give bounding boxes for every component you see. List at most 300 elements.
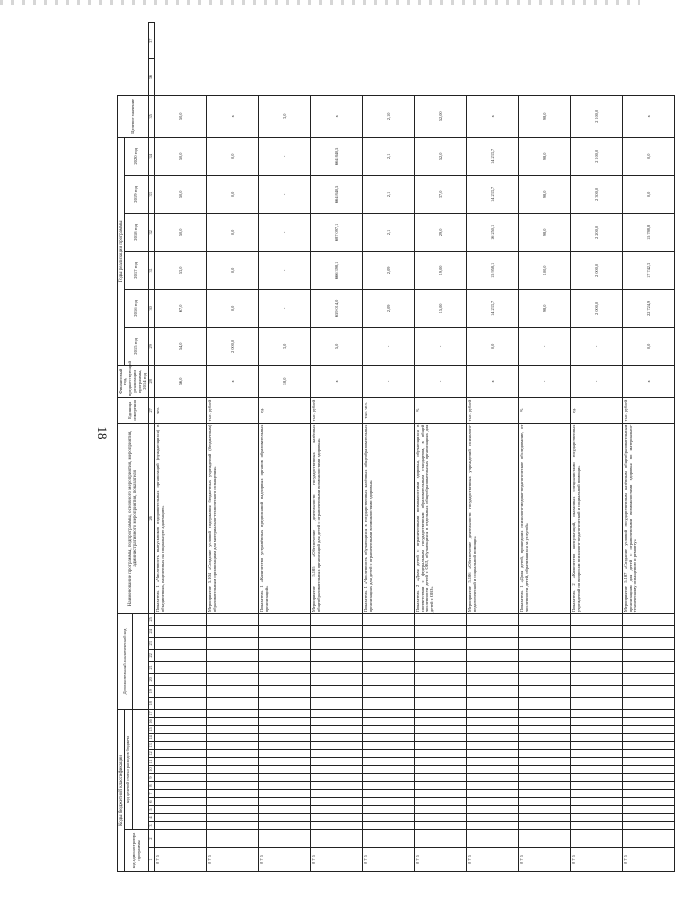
code-cell xyxy=(467,661,519,673)
code-cell xyxy=(623,790,675,798)
value-fin: х xyxy=(623,365,675,397)
code-cell xyxy=(467,649,519,661)
code-cell xyxy=(363,798,415,806)
value-y2016: 0,0 xyxy=(207,289,259,327)
table-row xyxy=(415,23,467,872)
code-cell xyxy=(467,685,519,697)
code-cell xyxy=(519,742,571,750)
code-cell xyxy=(155,726,207,734)
code-cell xyxy=(259,822,311,830)
header-year-2016: 2016 год xyxy=(125,289,149,327)
code-cell xyxy=(623,613,675,625)
code-cell xyxy=(311,613,363,625)
value-target: 2,10 xyxy=(363,95,415,137)
admin-code-cell: 0 7 5 xyxy=(155,848,207,872)
unit-cell: чел. xyxy=(155,397,207,423)
column-number: 13 xyxy=(148,743,154,748)
code-cell xyxy=(311,697,363,709)
code-cell xyxy=(363,774,415,782)
code-cell xyxy=(467,718,519,726)
header-year-2020: 2020 год xyxy=(125,137,149,175)
value-fin: - xyxy=(363,365,415,397)
value-y2019: 664 840,5 xyxy=(311,175,363,213)
code-cell xyxy=(571,822,623,830)
value-y2020: - xyxy=(259,137,311,175)
value-y2020: 0,0 xyxy=(207,137,259,175)
code-cell xyxy=(623,673,675,685)
column-number: 4 xyxy=(148,814,155,822)
value-y2018: 16 250,1 xyxy=(467,213,519,251)
code-cell xyxy=(363,758,415,766)
column-number: 24 xyxy=(148,625,155,637)
admin-code-cell: 0 7 5 xyxy=(207,848,259,872)
value-y2019: 0,0 xyxy=(623,175,675,213)
code-cell xyxy=(259,637,311,649)
unit-cell: тыс. рублей xyxy=(311,397,363,423)
value-y2015: 0,0 xyxy=(623,327,675,365)
code-cell xyxy=(519,673,571,685)
code-cell xyxy=(519,774,571,782)
table-row xyxy=(259,23,311,872)
code-cell xyxy=(207,766,259,774)
value-y2016: 67,0 xyxy=(155,289,207,327)
value-fin: х xyxy=(467,365,519,397)
value-y2017: - xyxy=(259,251,311,289)
value-y2020: 14 233,7 xyxy=(467,137,519,175)
code-cell xyxy=(155,782,207,790)
code-cell xyxy=(207,718,259,726)
code-cell xyxy=(623,697,675,709)
code-cell xyxy=(571,718,623,726)
value-y2016: - xyxy=(259,289,311,327)
value-y2017: 17 742,3 xyxy=(623,251,675,289)
code-cell xyxy=(623,750,675,758)
code-cell xyxy=(467,806,519,814)
code-cell xyxy=(363,734,415,742)
column-number: 8 xyxy=(148,782,155,790)
code-cell xyxy=(571,613,623,625)
column-number: 17 xyxy=(148,711,154,716)
code-cell xyxy=(519,766,571,774)
value-y2015: 0,0 xyxy=(467,327,519,365)
code-cell xyxy=(415,806,467,814)
column-number: 32 xyxy=(148,213,155,251)
rotated-sheet xyxy=(117,22,662,872)
column-number: 1 xyxy=(148,848,155,872)
code-cell xyxy=(415,758,467,766)
column-number: 29 xyxy=(148,327,155,365)
unit-cell: тыс. чел. xyxy=(363,397,415,423)
code-cell xyxy=(155,766,207,774)
value-y2016: 15,00 xyxy=(415,289,467,327)
item-name: Мероприятие 5.107 «Создание условий государственным казённым общеобразовательным организациям для детей с ограниченными возможностями здоровья по материально-техническому оснащению и ремонту» xyxy=(623,423,675,613)
code-cell xyxy=(623,661,675,673)
code-cell xyxy=(259,697,311,709)
code-cell xyxy=(207,742,259,750)
code-cell xyxy=(207,613,259,625)
item-name: Показатель 1 «Численность выпускников оздоровительных организаций (нуждающихся) в объединениях, нацеленных на социальную адаптацию» xyxy=(155,423,207,613)
code-cell xyxy=(571,625,623,637)
code-cell xyxy=(519,822,571,830)
code-cell xyxy=(207,830,259,848)
code-cell xyxy=(207,685,259,697)
code-cell xyxy=(155,822,207,830)
code-cell xyxy=(571,726,623,734)
code-cell xyxy=(623,798,675,806)
item-name: Показатель 1 «Доля детей, прошедших психолого-медико-педагогическое обследование, от численности детей, обратившихся за услугой» xyxy=(519,423,571,613)
code-cell xyxy=(259,673,311,685)
code-cell xyxy=(311,625,363,637)
code-cell xyxy=(415,798,467,806)
code-cell xyxy=(571,742,623,750)
code-cell xyxy=(623,758,675,766)
admin-code-cell: 0 7 5 xyxy=(311,848,363,872)
item-name: Мероприятие 5.106 «Обеспечение деятельности государственных учреждений психолого-педагогической и социальной помощи» xyxy=(467,423,519,613)
value-y2019: 50,0 xyxy=(155,175,207,213)
admin-code-cell: 0 7 5 xyxy=(623,848,675,872)
value-target: 52,00 xyxy=(415,95,467,137)
code-cell xyxy=(519,782,571,790)
value-y2020: 664 840,5 xyxy=(311,137,363,175)
value-y2019: 0,0 xyxy=(207,175,259,213)
code-cell xyxy=(311,774,363,782)
code-cell xyxy=(623,774,675,782)
code-cell xyxy=(519,750,571,758)
code-cell xyxy=(207,806,259,814)
code-cell xyxy=(519,613,571,625)
code-cell xyxy=(363,766,415,774)
code-cell xyxy=(571,790,623,798)
code-cell xyxy=(467,697,519,709)
column-number: 15 xyxy=(148,727,154,732)
code-cell xyxy=(467,742,519,750)
value-y2019: 14 233,7 xyxy=(467,175,519,213)
code-cell xyxy=(415,782,467,790)
code-cell xyxy=(311,661,363,673)
code-cell xyxy=(467,625,519,637)
header-admin-code: код администратора программы xyxy=(125,830,149,872)
code-cell xyxy=(519,637,571,649)
code-cell xyxy=(155,661,207,673)
value-y2015: 3,0 xyxy=(259,327,311,365)
header-year-2019: 2019 год xyxy=(125,175,149,213)
header-years-title: Годы реализации программы xyxy=(118,137,125,365)
code-cell xyxy=(415,718,467,726)
column-number: 20 xyxy=(148,673,155,685)
item-name: Показатель 1 «Численность обучающихся в государственных казённых общеобразовательных организациях для детей с ограниченными возможностями здоровья» xyxy=(363,423,415,613)
admin-code-cell: 0 7 5 xyxy=(415,848,467,872)
header-extra-class: Дополнительный аналитический код xyxy=(118,613,133,709)
column-number: 16 xyxy=(148,719,154,724)
code-cell xyxy=(155,685,207,697)
value-y2015: 54,0 xyxy=(155,327,207,365)
code-cell xyxy=(207,697,259,709)
code-cell xyxy=(623,830,675,848)
code-cell xyxy=(259,758,311,766)
column-number: 6 xyxy=(148,798,155,806)
code-cell xyxy=(207,673,259,685)
code-cell xyxy=(259,661,311,673)
code-cell xyxy=(415,734,467,742)
code-cell xyxy=(259,798,311,806)
value-y2017: 19,00 xyxy=(415,251,467,289)
value-y2017: 666 398,1 xyxy=(311,251,363,289)
code-cell xyxy=(311,718,363,726)
page-number: 18 xyxy=(95,426,110,440)
code-cell xyxy=(155,709,207,717)
value-y2018: 98,0 xyxy=(519,213,571,251)
code-cell xyxy=(259,742,311,750)
code-cell xyxy=(155,613,207,625)
value-y2018: 2,1 xyxy=(363,213,415,251)
value-fin: - xyxy=(415,365,467,397)
header-year-2018: 2018 год xyxy=(125,213,149,251)
code-cell xyxy=(259,625,311,637)
code-cell xyxy=(519,790,571,798)
code-cell xyxy=(467,790,519,798)
code-cell xyxy=(623,726,675,734)
value-y2018: 50,0 xyxy=(155,213,207,251)
header-target: Целевое значение xyxy=(118,95,149,137)
code-cell xyxy=(259,649,311,661)
code-cell xyxy=(259,830,311,848)
column-number: 34 xyxy=(148,137,155,175)
unit-cell: ед. xyxy=(571,397,623,423)
code-cell xyxy=(311,673,363,685)
code-cell xyxy=(207,790,259,798)
code-cell xyxy=(415,830,467,848)
code-cell xyxy=(363,726,415,734)
code-cell xyxy=(623,814,675,822)
value-fin: - xyxy=(519,365,571,397)
code-cell xyxy=(623,742,675,750)
column-number: 33 xyxy=(148,175,155,213)
unit-cell: тыс. рублей xyxy=(207,397,259,423)
code-cell xyxy=(207,625,259,637)
value-fin: 18,0 xyxy=(259,365,311,397)
code-cell xyxy=(467,822,519,830)
code-cell xyxy=(467,782,519,790)
code-cell xyxy=(623,685,675,697)
header-year-2017: 2017 год xyxy=(125,251,149,289)
header-fin: Финансовый год, предшествующий реализации программы, 2014 год xyxy=(117,361,147,397)
table-row xyxy=(519,23,571,872)
code-cell xyxy=(259,814,311,822)
column-number: 25 xyxy=(148,613,155,625)
code-cell xyxy=(207,814,259,822)
value-y2020: 0,0 xyxy=(623,137,675,175)
code-cell xyxy=(571,758,623,766)
code-cell xyxy=(363,806,415,814)
code-cell xyxy=(571,697,623,709)
code-cell xyxy=(623,734,675,742)
code-cell xyxy=(467,750,519,758)
code-cell xyxy=(623,766,675,774)
column-number: 23 xyxy=(148,637,155,649)
code-cell xyxy=(311,734,363,742)
code-cell xyxy=(623,637,675,649)
code-cell xyxy=(155,734,207,742)
column-number: 37 xyxy=(148,23,155,59)
value-target: х xyxy=(311,95,363,137)
value-target: х xyxy=(207,95,259,137)
header-extra-subcols xyxy=(132,613,148,709)
code-cell xyxy=(363,718,415,726)
value-y2019: 2,1 xyxy=(363,175,415,213)
code-cell xyxy=(467,758,519,766)
code-cell xyxy=(207,661,259,673)
code-cell xyxy=(571,637,623,649)
table-row xyxy=(467,23,519,872)
code-cell xyxy=(207,750,259,758)
code-cell xyxy=(571,766,623,774)
code-cell xyxy=(363,649,415,661)
program-table xyxy=(117,22,675,872)
value-y2018: 15 788,8 xyxy=(623,213,675,251)
code-cell xyxy=(467,673,519,685)
value-y2018: 0,0 xyxy=(207,213,259,251)
code-cell xyxy=(571,774,623,782)
code-cell xyxy=(311,726,363,734)
value-y2019: 37,0 xyxy=(415,175,467,213)
value-y2017: 0,0 xyxy=(207,251,259,289)
code-cell xyxy=(155,742,207,750)
code-cell xyxy=(467,774,519,782)
value-y2015: 5,0 xyxy=(311,327,363,365)
value-y2019: 98,0 xyxy=(519,175,571,213)
column-number: 10 xyxy=(148,767,154,772)
code-cell xyxy=(363,830,415,848)
value-y2020: 52,0 xyxy=(415,137,467,175)
value-y2016: 659 014,0 xyxy=(311,289,363,327)
value-target: 98,0 xyxy=(519,95,571,137)
code-cell xyxy=(571,661,623,673)
code-cell xyxy=(207,649,259,661)
value-target: х xyxy=(623,95,675,137)
code-cell xyxy=(571,709,623,717)
value-y2017: 15 958,1 xyxy=(467,251,519,289)
code-cell xyxy=(519,661,571,673)
code-cell xyxy=(311,806,363,814)
header-year-2015: 2015 год xyxy=(125,327,149,365)
column-number: 22 xyxy=(148,649,155,661)
value-y2018: - xyxy=(259,213,311,251)
code-cell xyxy=(623,782,675,790)
code-cell xyxy=(571,814,623,822)
code-cell xyxy=(519,734,571,742)
header-name: Наименование программы, подпрограммы, основного мероприятия, мероприятия, административного мероприятия, показателя xyxy=(118,423,149,613)
value-y2018: 687 097,1 xyxy=(311,213,363,251)
code-cell xyxy=(311,766,363,774)
code-cell xyxy=(155,718,207,726)
code-cell xyxy=(311,798,363,806)
code-cell xyxy=(415,661,467,673)
code-cell xyxy=(415,766,467,774)
code-cell xyxy=(519,625,571,637)
column-number: 19 xyxy=(148,685,155,697)
code-cell xyxy=(415,685,467,697)
code-cell xyxy=(623,649,675,661)
code-cell xyxy=(207,709,259,717)
column-number: 35 xyxy=(148,95,155,137)
code-cell xyxy=(259,806,311,814)
table-row xyxy=(207,23,259,872)
code-cell xyxy=(467,734,519,742)
code-cell xyxy=(155,814,207,822)
column-number: 36 xyxy=(148,59,155,95)
code-cell xyxy=(363,637,415,649)
unit-cell: тыс. рублей xyxy=(623,397,675,423)
code-cell xyxy=(311,685,363,697)
value-fin: - xyxy=(571,365,623,397)
table-row xyxy=(363,23,415,872)
value-y2015: - xyxy=(519,327,571,365)
code-cell xyxy=(155,830,207,848)
code-cell xyxy=(571,806,623,814)
code-cell xyxy=(467,798,519,806)
admin-code-cell: 0 7 5 xyxy=(571,848,623,872)
column-number: 5 xyxy=(148,806,155,814)
header-budget-class: Коды бюджетной классификации xyxy=(118,709,125,871)
column-number: 12 xyxy=(148,751,154,756)
code-cell xyxy=(571,782,623,790)
code-cell xyxy=(207,782,259,790)
code-cell xyxy=(623,625,675,637)
table-container xyxy=(117,22,662,872)
code-cell xyxy=(259,613,311,625)
code-cell xyxy=(155,649,207,661)
item-name: Показатель 1 «Количество устранённых предписаний надзорных органов образовательных организаций» xyxy=(259,423,311,613)
code-cell xyxy=(311,782,363,790)
code-cell xyxy=(363,673,415,685)
code-cell xyxy=(519,830,571,848)
code-cell xyxy=(259,790,311,798)
code-cell xyxy=(311,790,363,798)
code-cell xyxy=(363,782,415,790)
value-fin: 56,0 xyxy=(155,365,207,397)
column-number: 7 xyxy=(148,790,155,798)
code-cell xyxy=(155,637,207,649)
value-target: 2 100,0 xyxy=(571,95,623,137)
value-y2015: - xyxy=(415,327,467,365)
unit-cell: ед. xyxy=(259,397,311,423)
code-cell xyxy=(415,790,467,798)
code-cell xyxy=(519,758,571,766)
table-row xyxy=(571,23,623,872)
code-cell xyxy=(415,822,467,830)
value-y2016: 14 233,7 xyxy=(467,289,519,327)
value-y2016: 2 000,0 xyxy=(571,289,623,327)
code-cell xyxy=(519,814,571,822)
code-cell xyxy=(467,709,519,717)
code-cell xyxy=(415,814,467,822)
unit-cell: % xyxy=(519,397,571,423)
column-number: 3 xyxy=(148,822,155,830)
value-y2018: 2 200,0 xyxy=(571,213,623,251)
code-cell xyxy=(467,766,519,774)
code-cell xyxy=(363,613,415,625)
value-y2017: 53,0 xyxy=(155,251,207,289)
item-name: Мероприятие 5.105 «Обеспечение деятельности государственных казённых общеобразовательных организаций для детей с ограниченными возможностями здоровья» xyxy=(311,423,363,613)
value-fin: х xyxy=(207,365,259,397)
table-row xyxy=(155,23,207,872)
value-target: х xyxy=(467,95,519,137)
code-cell xyxy=(571,734,623,742)
table-body xyxy=(155,23,675,872)
code-cell xyxy=(571,673,623,685)
value-y2020: 2 100,0 xyxy=(571,137,623,175)
code-cell xyxy=(467,830,519,848)
